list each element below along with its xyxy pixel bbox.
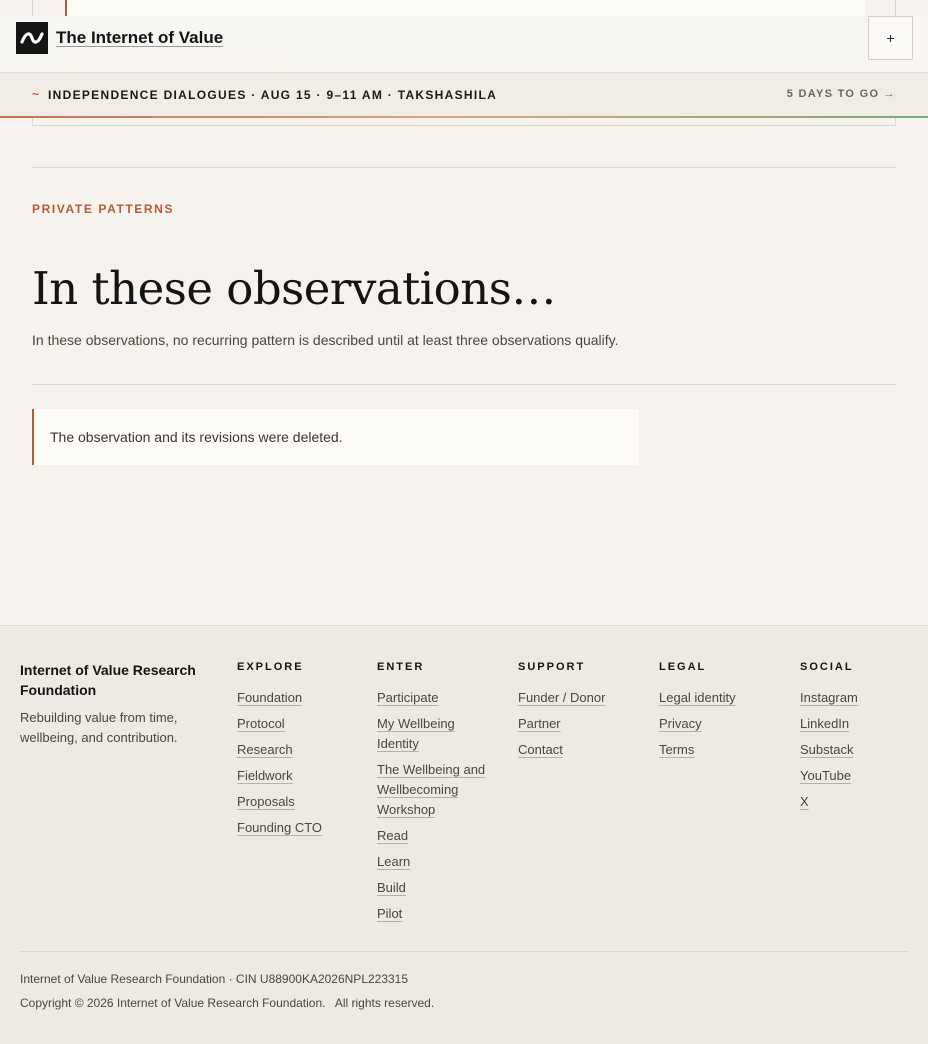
footer-link-linkedin[interactable]: LinkedIn: [800, 716, 850, 731]
footer-column-explore: [237, 661, 372, 844]
footer-link-x[interactable]: X: [800, 794, 809, 809]
page-subtitle: In these observations, no recurring pattern is described until at least three observations qualify.: [32, 332, 619, 348]
footer-column-title: ENTER: [377, 661, 425, 673]
footer-link-workshop[interactable]: The Wellbeing and Wellbecoming Workshop: [377, 762, 486, 817]
footer-link-participate[interactable]: Participate: [377, 690, 439, 705]
site-header: [0, 16, 928, 73]
footer-link-partner[interactable]: Partner: [518, 716, 561, 731]
wave-logo-icon[interactable]: [16, 22, 48, 54]
footer-link-youtube[interactable]: YouTube: [800, 768, 852, 783]
footer-link-contact[interactable]: Contact: [518, 742, 563, 757]
site-footer: [0, 625, 928, 1044]
footer-column-enter: [377, 661, 497, 930]
footer-column-legal: [659, 661, 794, 766]
footer-link-foundation[interactable]: Foundation: [237, 690, 303, 705]
deleted-notice: The observation and its revisions were deleted.: [32, 409, 639, 465]
footer-link-read[interactable]: Read: [377, 828, 409, 843]
footer-link-privacy[interactable]: Privacy: [659, 716, 702, 731]
page-title: In these observations…: [32, 262, 556, 315]
footer-column-social: [800, 661, 910, 818]
site-logo-link[interactable]: The Internet of Value: [56, 28, 224, 47]
event-banner-text[interactable]: INDEPENDENCE DIALOGUES · AUG 15 · 9–11 AM · TAKSHASHILA: [48, 88, 498, 102]
menu-toggle-button[interactable]: +: [868, 16, 913, 60]
background-card-quote: [65, 0, 865, 16]
footer-column-title: SOCIAL: [800, 661, 854, 673]
content-divider: [32, 384, 896, 385]
event-banner[interactable]: [0, 73, 928, 118]
footer-link-research[interactable]: Research: [237, 742, 293, 757]
footer-column-title: LEGAL: [659, 661, 707, 673]
footer-brand-name: Internet of Value Research Foundation: [20, 662, 196, 698]
footer-link-proposals[interactable]: Proposals: [237, 794, 295, 809]
footer-link-instagram[interactable]: Instagram: [800, 690, 858, 705]
footer-link-pilot[interactable]: Pilot: [377, 906, 403, 921]
footer-column-support: [518, 661, 653, 766]
footer-link-legal-identity[interactable]: Legal identity: [659, 690, 736, 705]
footer-link-funder-donor[interactable]: Funder / Donor: [518, 690, 606, 705]
section-kicker: PRIVATE PATTERNS: [32, 202, 175, 216]
footer-link-learn[interactable]: Learn: [377, 854, 411, 869]
tilde-icon: ~: [32, 87, 40, 101]
footer-column-title: EXPLORE: [237, 661, 304, 673]
footer-link-founding-cto[interactable]: Founding CTO: [237, 820, 323, 835]
footer-link-substack[interactable]: Substack: [800, 742, 854, 757]
footer-link-fieldwork[interactable]: Fieldwork: [237, 768, 293, 783]
footer-column-title: SUPPORT: [518, 661, 586, 673]
footer-link-wellbeing-identity[interactable]: My Wellbeing Identity: [377, 716, 455, 751]
footer-cin: Internet of Value Research Foundation · CIN U88900KA2026NPL223315: [20, 972, 409, 986]
section-divider: [32, 167, 896, 168]
footer-link-build[interactable]: Build: [377, 880, 406, 895]
footer-divider: [20, 951, 908, 952]
footer-link-protocol[interactable]: Protocol: [237, 716, 285, 731]
footer-brand-tagline: Rebuilding value from time, wellbeing, and contribution.: [20, 710, 178, 745]
footer-copyright: Copyright © 2026 Internet of Value Research Foundation. All rights reserved.: [20, 996, 435, 1010]
footer-link-terms[interactable]: Terms: [659, 742, 695, 757]
event-countdown-link[interactable]: 5 DAYS TO GO →: [786, 88, 896, 100]
